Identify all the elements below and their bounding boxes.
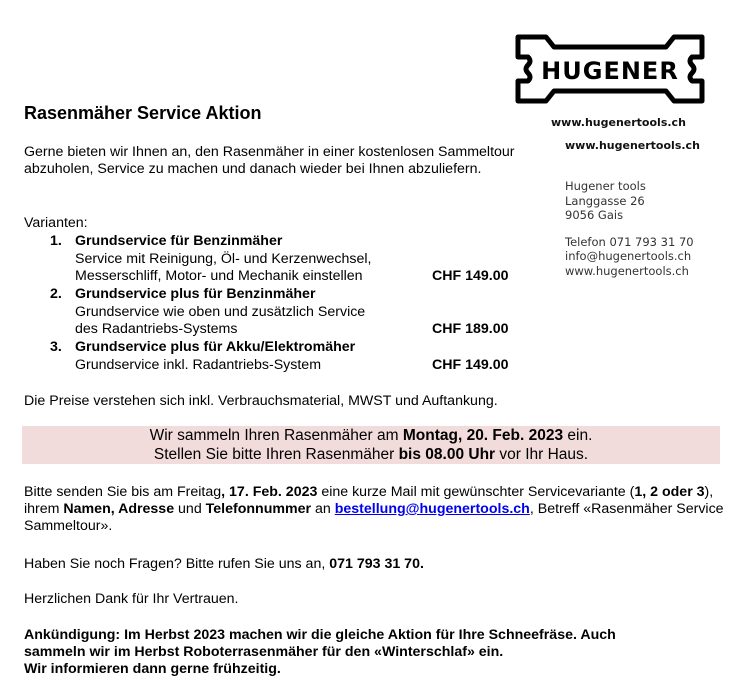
variant-name: Grundservice plus für Akku/Elektromäher xyxy=(75,339,356,355)
variant-name: Grundservice für Benzinmäher xyxy=(75,233,283,249)
hugener-logo xyxy=(514,33,706,105)
variant-number: 1. xyxy=(50,233,62,249)
logo-text: HUGENER xyxy=(541,57,679,85)
variant-description: Service mit Reinigung, Öl- und Kerzenwechsel, xyxy=(75,250,372,267)
variant-description: Grundservice inkl. Radantriebs-System xyxy=(75,356,322,373)
contact-block xyxy=(565,179,694,278)
company-name: Hugener tools xyxy=(565,179,646,193)
banner-line-1: Wir sammeln Ihren Rasenmäher am Montag, 20. Feb. 2023 ein. xyxy=(149,427,593,444)
website-url-secondary: www.hugenertools.ch xyxy=(565,139,700,152)
prices-note: Die Preise verstehen sich inkl. Verbrauchsmaterial, MWST und Auftankung. xyxy=(24,393,498,409)
page-title: Rasenmäher Service Aktion xyxy=(24,103,262,123)
variant-price: CHF 149.00 xyxy=(432,356,509,373)
order-email-link[interactable]: bestellung@hugenertools.ch xyxy=(334,501,530,517)
variant-description: des Radantriebs-Systems xyxy=(75,321,238,337)
variant-price: CHF 189.00 xyxy=(432,321,509,337)
variants-label: Varianten: xyxy=(24,215,88,231)
intro-paragraph: Gerne bieten wir Ihnen an, den Rasenmäher in einer kostenlosen Sammeltour abzuholen, Service zu machen und danach wieder bei Ihnen abzuliefern. xyxy=(24,144,515,177)
phone: Telefon 071 793 31 70 xyxy=(565,234,694,249)
variant-price: CHF 149.00 xyxy=(432,268,509,284)
variant-description: Messerschliff, Motor- und Mechanik einstellen xyxy=(75,268,363,284)
variant-name: Grundservice plus für Benzinmäher xyxy=(75,286,316,302)
city: 9056 Gais xyxy=(565,208,624,222)
street: Langgasse 26 xyxy=(565,193,645,208)
email: info@hugenertools.ch xyxy=(565,249,692,263)
website-url: www.hugenertools.ch xyxy=(551,116,686,129)
phone-number: 071 793 31 70. xyxy=(329,556,424,572)
banner-line-2: Stellen Sie bitte Ihren Rasenmäher bis 08.00 Uhr vor Ihr Haus. xyxy=(153,446,589,463)
pickup-banner xyxy=(22,426,720,464)
variant-number: 3. xyxy=(50,339,62,355)
questions-line: Haben Sie noch Fragen? Bitte rufen Sie uns an, 071 793 31 70. xyxy=(24,556,424,572)
order-instructions: Bitte senden Sie bis am Freitag, 17. Feb. 2023 eine kurze Mail mit gewünschter Servicevariante (1, 2 oder 3), ihrem Namen, Adresse und Telefonnummer an bestellung@hugenertools.ch, Betreff «Rasenmäher Service Sammeltour». xyxy=(24,484,724,534)
web: www.hugenertools.ch xyxy=(565,263,689,278)
variant-description: Grundservice wie oben und zusätzlich Service xyxy=(75,303,366,320)
thanks-line: Herzlichen Dank für Ihr Vertrauen. xyxy=(24,591,239,607)
variant-number: 2. xyxy=(50,286,62,302)
announcement: Ankündigung: Im Herbst 2023 machen wir die gleiche Aktion für Ihre Schneefräse. Auch sammeln wir im Herbst Roboterrasenmäher für den «Winterschlaf» ein. Wir informieren dann gerne frühzeitig. xyxy=(24,627,616,677)
